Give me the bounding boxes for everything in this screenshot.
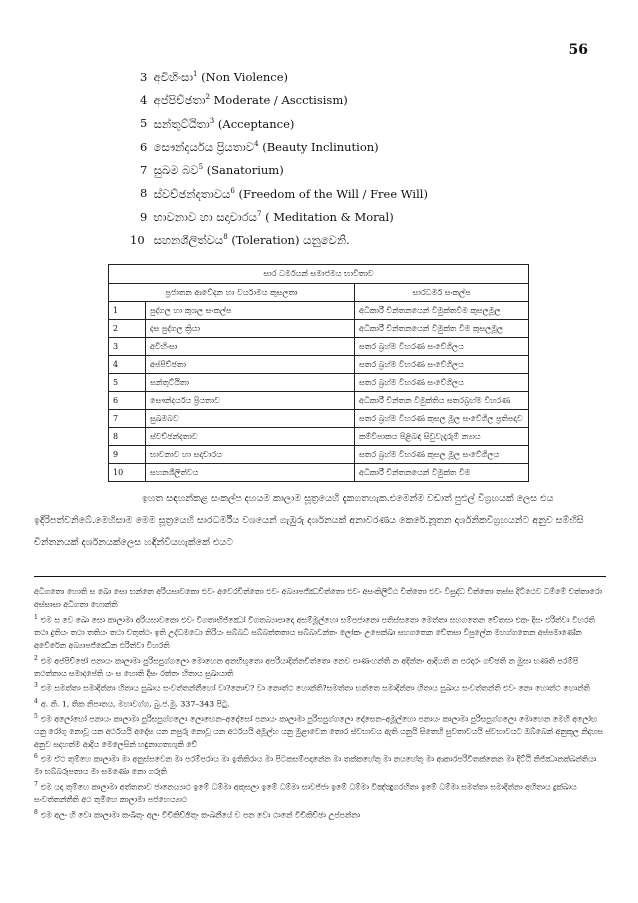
- table-row: [109, 374, 529, 392]
- row-number: 1: [109, 302, 146, 320]
- concept-item: [140, 134, 428, 157]
- row-concept: අධිකාරී චින්තන විමුක්තිය සතරබ්‍රහ්ම විහරණ: [355, 392, 529, 410]
- footnote-number: 4: [34, 697, 38, 705]
- row-number: 10: [109, 464, 146, 482]
- footnote-number: 6: [34, 753, 38, 761]
- summary-table: [108, 264, 529, 482]
- footnote: [34, 653, 606, 681]
- concept-sinhala: සහනශීලිත්වය: [153, 233, 224, 248]
- concept-english: (Beauty Inclinution): [262, 139, 379, 154]
- row-number: 9: [109, 446, 146, 464]
- footnotes: [34, 586, 606, 822]
- concept-footnote-ref: 6: [230, 186, 235, 195]
- row-number: 6: [109, 392, 146, 410]
- row-concept: සතර බ්‍රහ්ම විහරණ සංවේගිලය: [355, 338, 529, 356]
- row-practice: සුඛමබව: [146, 410, 355, 428]
- row-concept: සතර බ්‍රහ්ම විහරණ කුසල මූල සංවේගිල ප්‍රතිපදාව: [355, 410, 529, 428]
- concept-number: 5: [140, 116, 148, 131]
- concept-english: (Toleration) යනුවෙනි.: [231, 233, 350, 248]
- row-practice: භාවනාව හා සදාචාරය: [146, 446, 355, 464]
- concept-number: 8: [140, 186, 148, 201]
- table-row: [109, 464, 529, 482]
- concept-item: [140, 111, 428, 134]
- table-row: [109, 392, 529, 410]
- concept-footnote-ref: 1: [193, 70, 198, 78]
- footnote-number: 8: [34, 808, 38, 816]
- concept-english: (Acceptance): [217, 116, 295, 131]
- concept-footnote-ref: 4: [254, 139, 259, 148]
- concept-number: 9: [140, 209, 148, 224]
- concept-item: [140, 87, 428, 110]
- row-practice: දස පුද්ගල ක්‍රියා: [146, 320, 355, 338]
- footnote-intro: අධිගතො හොති ස ඛො සො භන්තෙ අරියසාවකො එවං අවෙරචිත්තො එවං අබ්‍යාපජ්ඣචිත්තො එවං අසංකිලිට්ඨ චිත්තො එවං විසුද්ධ චිත්තො තස්ස දිට්ඨෙව ධම්මේ චත්තාරො අස්සාසා අධිගතා හොන්ති: [34, 587, 602, 609]
- row-concept: සතර බ්‍රහ්ම විහරණ සංවේගිලය: [355, 356, 529, 374]
- concept-item: [130, 227, 428, 250]
- concept-sinhala: සන්තුට්ඨිතා: [153, 116, 210, 131]
- footnote-text: අ. නි. 1, තික නිපාතය, මහාවග්ග, බු.ජ.මු. 337–343 පිටු.: [40, 699, 230, 709]
- concept-number: 10: [130, 233, 145, 248]
- footnote-number: 7: [34, 780, 38, 788]
- table-row: [109, 338, 529, 356]
- footnote: [34, 751, 606, 779]
- table-title: සාර ධර්මයන් සමාජමය භාවිතාව: [109, 265, 529, 284]
- row-practice: සහනශීලිත්වය: [146, 464, 355, 482]
- concept-number: 6: [140, 139, 148, 154]
- row-concept: කම්විපාකය පිළිබඳ සිවුවැදෑරුම් න්‍යාය: [355, 428, 529, 446]
- concept-sinhala: ස්වච්ඡන්දතාවය: [153, 186, 231, 201]
- row-practice: සෞන්දර්යය ප්‍රියතාව: [146, 392, 355, 410]
- concept-item: [140, 64, 428, 87]
- concept-sinhala: භාවනාව හා සදාචාරය: [153, 209, 257, 224]
- row-number: 5: [109, 374, 146, 392]
- row-practice: ස්වච්ඡන්දතාව: [146, 428, 355, 446]
- footnote-number: 2: [34, 654, 38, 662]
- footnote-text: එම අලෝභෝ පනායං කාලාමා පුරිසපුග්ගලො ලොභෙන–අදෝසෝ පනායං කාලාමා පුරිසපුග්ගලො දෝසෙන–අමූල්හො පනායං කාලාමා පුරිසපුග්ගලො මොහෙන මෙහි අලෝභ යනු රෝගු නොවූ යන අර්ථයයි අදෝස යන නපුරු නොවූ යන අර්ථයයි අමූල්හ යනු මුළාවෙන තොර ස්වභාවය ඇති යනුයි සිතෙහි සුවතාවයයි ස්වභාවයට ඔබ්බෙන් අනුකූල නිදහස අනුව සදහත්ම ආදිය මෙලෙසින් හඳුනාගතහැකි වේ: [34, 714, 603, 749]
- row-practice: සන්තුට්ඨිතා: [146, 374, 355, 392]
- row-number: 7: [109, 410, 146, 428]
- row-practice: අවිහිංසා: [146, 338, 355, 356]
- row-number: 4: [109, 356, 146, 374]
- row-concept: සතර බ්‍රහ්ම විහරණ කුසල මූල සංවේගිලය: [355, 446, 529, 464]
- table-row: [109, 320, 529, 338]
- footnote: [34, 612, 606, 652]
- concept-number: 7: [140, 163, 148, 178]
- concept-sinhala: අප්පිච්ඡතා: [153, 93, 206, 108]
- row-practice: අප්පිච්ඡතා: [146, 356, 355, 374]
- footnote-text: එම යදා තුම්හෙ කාලාමා අත්තනාව ජානෙය්‍යාථ ඉමේ ධම්මා අකුසලා ඉමේ ධම්මා සාවජ්ජා ඉමේ ධම්මා විඤ්ඤුගරහිතා ඉමේ ධම්මා සමත්තා සමාදින්නා අහිතාය දුක්ඛාය සංවත්තන්තීති අථ තුම්හෙ කාලාමා පජහෙය්‍යාථ: [34, 782, 577, 805]
- footnote-number: 5: [34, 712, 38, 720]
- row-number: 2: [109, 320, 146, 338]
- footnote-text: එම අප්පිච්ඡෝ පනායං කාලාමා පුරිසපුග්ගලො මොහෙන අනභිභූතො අපරියාදින්නචිත්තො නෙව පාණංහන්ති න අදින්නං ආදියති න පරදාරං ගච්ඡති න මුසා භණති පරම්පි තථත්තාය සමාදපේති යං ස හොති දීඝං රත්තං හිතාය සුඛායාති: [34, 656, 579, 678]
- table-row: [109, 410, 529, 428]
- footnote: [34, 711, 606, 751]
- concept-english: (Freedom of the Will / Free Will): [238, 186, 428, 201]
- row-concept: අධිකාරී චින්තනයෙන් විමුක්ත වීම: [355, 464, 529, 482]
- table-header-concept: සාරධර්ම සංකල්ප: [355, 284, 529, 302]
- concept-footnote-ref: 7: [256, 209, 262, 218]
- concept-sinhala: අවිහිංසා: [153, 69, 194, 84]
- page-number: 56: [568, 42, 588, 58]
- body-paragraph: [34, 488, 606, 554]
- table-row: [109, 428, 529, 446]
- concept-english: ( Meditation & Moral): [265, 209, 394, 224]
- footnote-text: එම සමත්තා සමාදින්නා හිතාය සුඛාය සංවත්තන්තීහෝ වා?නොච? වා නොත්ථ හොන්ති?සමත්තා භන්තෙ සමාදින්නා හිතාය සුඛාය සංවත්තන්ති එවං නො හොත්ථ හොන්ති: [40, 683, 590, 693]
- row-practice: පුද්ගල හා කුශල සංකල්ප: [146, 302, 355, 320]
- footnote-text: එම ස වෙ ඛො සො කාලාමා අරියසාවකො එවං විගතාභිජ්ඣෝ විගතබ්‍යාපාදො අසම්මූල්හො සම්පජානො පතිස්සතො මෙත්තා සහගතෙන චේතසා එකං දිසං ඵරිත්වා විහරති තථා දුතියං තථා තතියං තථා චතුත්ථං ඉති උද්ධමධො තිරියං සබ්බධි සබ්බත්තතාය සබ්බාවන්තං ලෝකං උපෙක්ඛා සහගතෙන චේතසා විපුලේන මහග්ගතෙන අප්පමාණේන අවේරේන අබ්‍යාපජ්ඣේන ඵරිත්වා විහරති: [34, 615, 595, 650]
- footnote: [34, 696, 606, 711]
- body-paragraph-text: ඉහත සඳහන්කළ සංකල්ප දහයම කාලාම සූත්‍රයෙහි දැකගතහැක.එමෙන්ම වඩාත් පුළුල් විග්‍රහයක් ලෙස එය ඉදිරිපත්වනිබේ.මෙහිසාම මෙම සූත්‍රයෙහි සාරධර්මීය වශයෙන් ගැඹුරු දර්ශනයක් අනාවරණය කෙරේ.නූතන දාර්ශනිකවිග්‍රහයන්ට අනුව සම්භිසි චින්තනයක් දර්ශනයක්ලෙස හඳින්වියහැක්කේ එයට: [34, 493, 584, 548]
- row-concept: අධිකාරී චින්තනයෙන් විමුක්ත වීම කුසලමූල: [355, 320, 529, 338]
- row-number: 8: [109, 428, 146, 446]
- concept-english: (Non Violence): [201, 69, 289, 84]
- concept-footnote-ref: 3: [209, 116, 215, 125]
- footnote-text: එම අලං හි වො කාලාමා කංඛිතුං අලං විචිකිච්ඡිතුං කංඛනීයේ ච පන වො ඨානේ විචිකිච්ඡා උප්පන්නා: [40, 810, 361, 820]
- concept-sinhala: සුඛම බව: [153, 163, 199, 178]
- footnote: [34, 807, 606, 822]
- concept-item: [140, 157, 428, 180]
- footnote-number: 3: [34, 682, 38, 690]
- row-number: 3: [109, 338, 146, 356]
- concept-footnote-ref: 2: [205, 93, 210, 102]
- concept-footnote-ref: 8: [223, 233, 228, 242]
- table-row: [109, 302, 529, 320]
- concept-list: [130, 64, 428, 251]
- concept-sinhala: සෞන්දර්යය ප්‍රියතාව: [153, 139, 255, 154]
- row-concept: සතර බ්‍රහ්ම විහරණ සංවේගිලය: [355, 374, 529, 392]
- concept-footnote-ref: 5: [198, 163, 204, 172]
- footnote-divider: [34, 576, 606, 577]
- row-concept: අධිකාරී චින්තනයෙන් විමුක්තවීම කුසලමූල: [355, 302, 529, 320]
- concept-number: 4: [140, 93, 148, 108]
- concept-english: (Sanatorium): [206, 163, 284, 178]
- footnote-number: 1: [34, 614, 38, 622]
- concept-item: [140, 204, 428, 227]
- table-header-practice: ප්‍රජාතන ආවේදන හා වර්යාමය කුසලතා: [109, 284, 355, 302]
- table-row: [109, 446, 529, 464]
- footnote: [34, 779, 606, 807]
- footnote-text: එම ඒථ තුම්හෙ කාලාමා මා අනුස්සවෙන මා පරම්පරාය මා ඉතිකිරාය මා පිටකසම්පදානේන මා තක්කහේතු මා නයහේතු මා ආකාරපරිවිතක්කෙන මා දිට්ඨි නිජ්ඣානක්ඛන්තියා මා භබ්බරූපතාය මා සමණො නො ගරූති: [34, 754, 597, 777]
- table-row: [109, 356, 529, 374]
- concept-item: [140, 181, 428, 204]
- footnote: [34, 680, 606, 695]
- concept-english: Moderate / Ascctisism): [213, 93, 348, 108]
- concept-number: 3: [140, 69, 148, 84]
